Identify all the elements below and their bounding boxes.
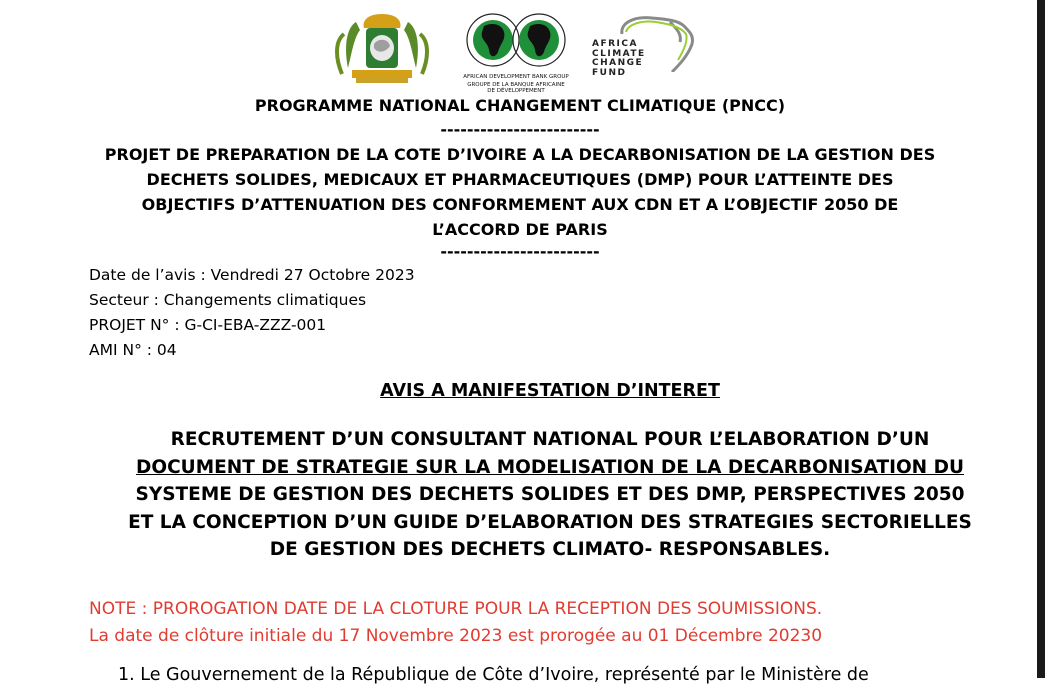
separator-top: ------------------------ [440, 120, 600, 139]
accf-name [592, 40, 646, 78]
accf-line-2: CLIMATE [592, 48, 646, 59]
note-deadline: La date de clôture initiale du 17 Novembre 2023 est prorogée au 01 Décembre 20230 [89, 626, 823, 646]
recruitment-line: ET LA CONCEPTION D’UN GUIDE D’ELABORATION DES STRATEGIES SECTORIELLES [128, 511, 972, 533]
recruitment-line: DOCUMENT DE STRATEGIE SUR LA MODELISATION DE LA DECARBONISATION DU [136, 456, 964, 478]
recruitment-line: RECRUTEMENT D’UN CONSULTANT NATIONAL POUR L’ELABORATION D’UN [170, 429, 930, 450]
notice-date: Date de l’avis : Vendredi 27 Octobre 2023 [89, 266, 415, 284]
accf-line-1: AFRICA [592, 39, 638, 49]
project-title [80, 142, 960, 242]
afdb-name-fr-2: DE DÉVELOPPEMENT [487, 88, 545, 94]
afdb-name-en: AFRICAN DEVELOPMENT BANK GROUP [463, 74, 569, 80]
notice-title: AVIS A MANIFESTATION D’INTERET [380, 381, 720, 401]
accf-line-3: CHANGE [592, 58, 644, 68]
recruitment-line: SYSTEME DE GESTION DES DECHETS SOLIDES ET DES DMP, PERSPECTIVES 2050 [135, 484, 965, 505]
notice-sector: Secteur : Changements climatiques [89, 291, 367, 309]
recruitment-line: DE GESTION DES DECHETS CLIMATO- RESPONSABLES. [269, 539, 831, 560]
project-line: OBJECTIFS D’ATTENUATION DES CONFORMEMENT AUX CDN ET A L’OBJECTIF 2050 DE [141, 195, 899, 214]
programme-title: PROGRAMME NATIONAL CHANGEMENT CLIMATIQUE (PNCC) [254, 96, 786, 115]
project-line: PROJET DE PREPARATION DE LA COTE D’IVOIRE A LA DECARBONISATION DE LA GESTION DES [104, 145, 936, 164]
page-edge [1037, 0, 1045, 678]
coat-of-arms-logo [326, 8, 438, 86]
notice-metadata [89, 263, 415, 363]
logo-bar [322, 6, 712, 96]
note-heading: NOTE : PROROGATION DATE DE LA CLOTURE POUR LA RECEPTION DES SOUMISSIONS. [89, 599, 823, 619]
separator-bottom: ------------------------ [440, 242, 600, 261]
afdb-name-fr: GROUPE DE LA BANQUE AFRICAINE [467, 82, 565, 88]
project-line: L’ACCORD DE PARIS [432, 220, 608, 239]
project-line: DECHETS SOLIDES, MEDICAUX ET PHARMACEUTIQUES (DMP) POUR L’ATTEINTE DES [146, 170, 894, 189]
extension-note [89, 596, 822, 650]
project-number: PROJET N° : G-CI-EBA-ZZZ-001 [89, 316, 327, 334]
accf-logo [592, 12, 702, 88]
accf-line-4: FUND [592, 67, 627, 78]
first-paragraph: 1. Le Gouvernement de la République de Côte d’Ivoire, représenté par le Ministère de [118, 665, 869, 685]
ami-number: AMI N° : 04 [89, 341, 177, 359]
afdb-logo [460, 10, 572, 98]
recruitment-title [80, 426, 1020, 564]
afdb-emblem-icon [460, 10, 572, 74]
